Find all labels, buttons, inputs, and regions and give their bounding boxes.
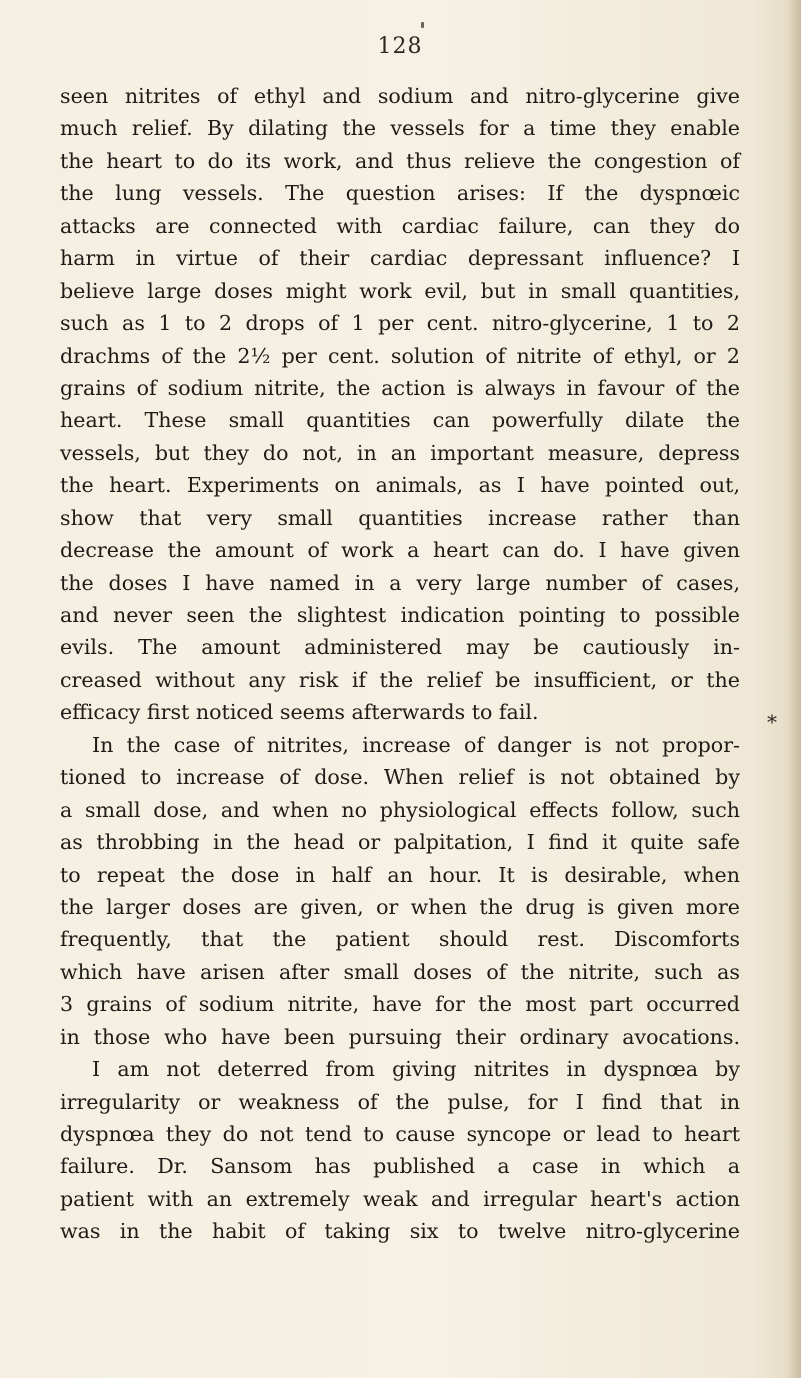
text-line: seen nitrites of ethyl and sodium and nitro-glycerine give	[60, 84, 740, 108]
text-line: believe large doses might work evil, but in small quantities,	[60, 278, 740, 303]
text-line: harm in virtue of their cardiac depressant influence? I	[60, 246, 740, 271]
text-line: the lung vessels. The question arises: If the dyspnœic	[60, 181, 740, 206]
text-line: in those who have been pursuing their ordinary avocations.	[60, 1024, 740, 1049]
text-line: decrease the amount of work a heart can do. I have given	[60, 538, 740, 563]
text-line: tioned to increase of dose. When relief is not obtained by	[60, 765, 740, 790]
text-line: vessels, but they do not, in an important measure, depress	[60, 440, 740, 465]
text-line: creased without any risk if the relief be insufficient, or the	[60, 667, 740, 692]
text-line: the heart. Experiments on animals, as I have pointed out,	[60, 473, 740, 498]
text-line: heart. These small quantities can powerfully dilate the	[60, 408, 740, 433]
text-line: the heart to do its work, and thus relieve the congestion of	[60, 148, 740, 173]
text-line: efficacy first noticed seems afterwards to fail.	[60, 700, 539, 725]
print-mark	[421, 22, 424, 28]
text-line: the doses I have named in a very large number of cases,	[60, 570, 740, 595]
text-line: to repeat the dose in half an hour. It is desirable, when	[60, 862, 740, 887]
text-line: much relief. By dilating the vessels for a time they enable	[60, 116, 740, 141]
text-line: 3 grains of sodium nitrite, have for the most part occurred	[60, 992, 740, 1017]
text-line: irregularity or weakness of the pulse, for I find that in	[60, 1089, 740, 1114]
text-line: frequently, that the patient should rest. Discomforts	[60, 927, 740, 952]
text-line: which have arisen after small doses of the nitrite, such as	[60, 959, 740, 984]
text-line: was in the habit of taking six to twelve nitro-glycerine	[60, 1219, 740, 1244]
text-line: grains of sodium nitrite, the action is always in favour of the	[60, 375, 740, 400]
text-line: attacks are connected with cardiac failure, can they do	[60, 213, 740, 238]
text-line: a small dose, and when no physiological effects follow, such	[60, 797, 740, 822]
page-edge-shadow	[787, 0, 801, 1378]
text-line: as throbbing in the head or palpitation, I find it quite safe	[60, 830, 740, 855]
text-line: patient with an extremely weak and irregular heart's action	[60, 1186, 740, 1211]
text-line: In the case of nitrites, increase of danger is not propor-	[92, 732, 740, 757]
text-line: evils. The amount administered may be cautiously in-	[60, 635, 740, 660]
text-line: the larger doses are given, or when the drug is given more	[60, 894, 740, 919]
page-number: 128	[377, 34, 423, 59]
text-line: and never seen the slightest indication pointing to possible	[60, 603, 740, 627]
text-line: such as 1 to 2 drops of 1 per cent. nitro-glycerine, 1 to 2	[60, 311, 740, 336]
margin-asterisk: *	[767, 710, 777, 734]
text-line: dyspnœa they do not tend to cause syncope or lead to heart	[60, 1122, 740, 1146]
text-line: show that very small quantities increase rather than	[60, 505, 740, 530]
text-line: failure. Dr. Sansom has published a case in which a	[60, 1154, 740, 1179]
body-text	[60, 80, 740, 1248]
text-line: I am not deterred from giving nitrites in dyspnœa by	[92, 1057, 740, 1082]
text-line: drachms of the 2½ per cent. solution of nitrite of ethyl, or 2	[60, 343, 740, 368]
